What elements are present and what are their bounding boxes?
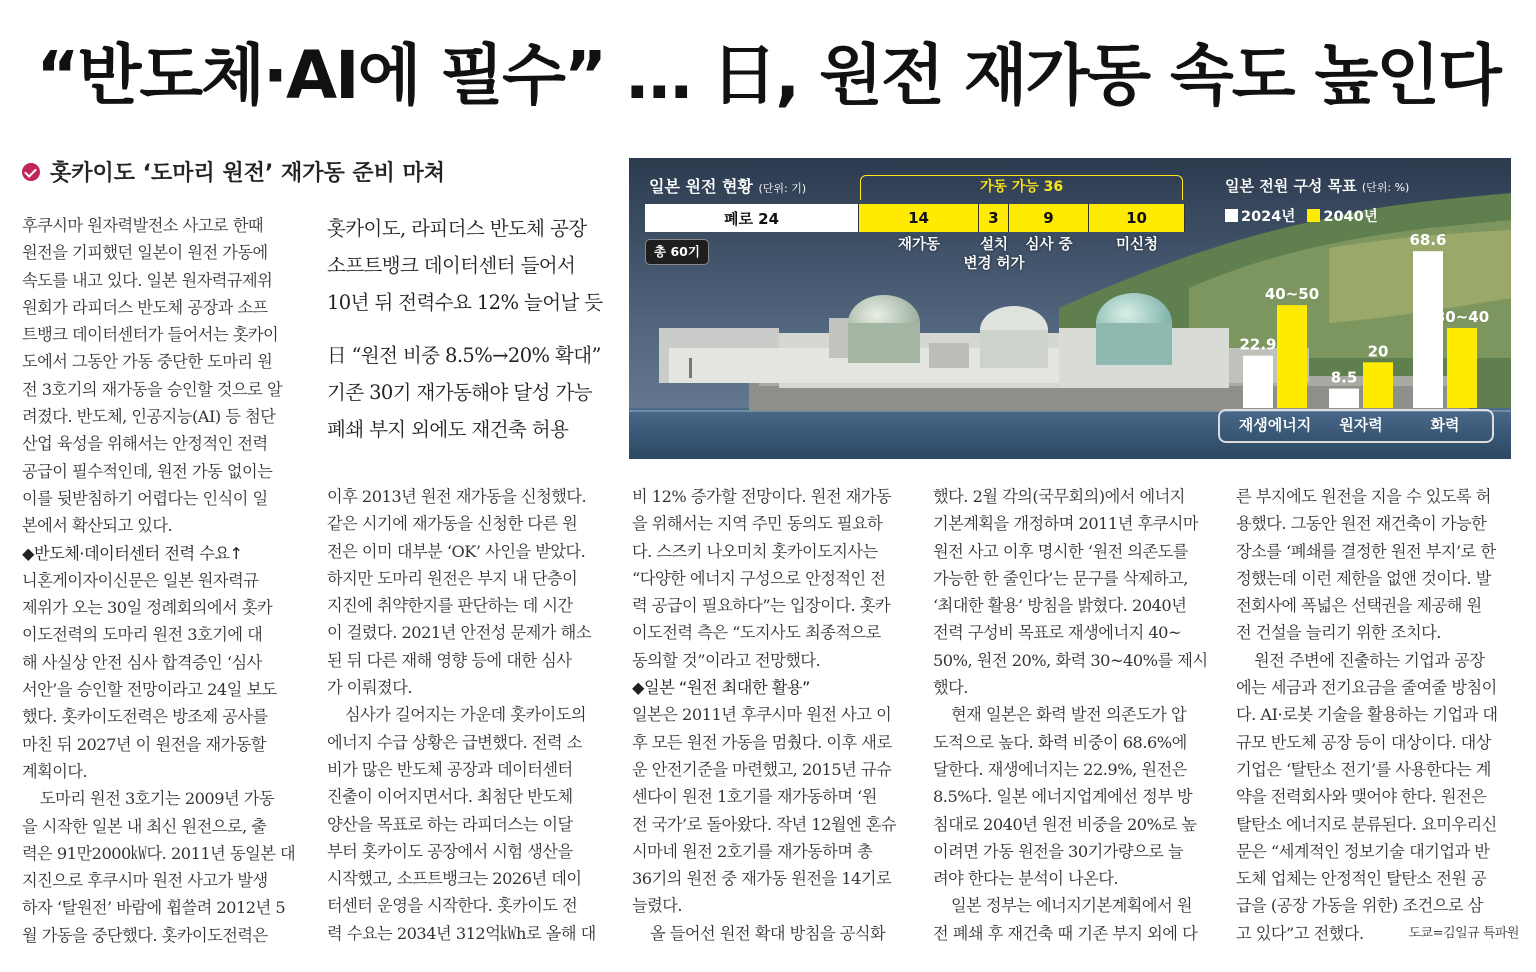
article-line: 하자 ‘탈원전’ 바람에 휩쓸려 2012년 5 — [22, 898, 286, 918]
bar-2024년-화력 — [1413, 251, 1443, 408]
article-line: 전 폐쇄 후 재건축 때 기존 부지 외에 다 — [933, 923, 1198, 943]
legend-2024: 2024년 — [1241, 209, 1296, 225]
status-bar — [645, 204, 1185, 232]
bar-2040년-재생에너지 — [1277, 305, 1307, 408]
check-icon — [22, 163, 40, 181]
article-line: 원전 사고 이후 명시한 ‘원전 의존도를 — [933, 541, 1188, 561]
article-line: 일본은 2011년 후쿠시마 원전 사고 이 — [632, 705, 892, 725]
article-column-2 — [327, 483, 610, 947]
article-line: 월 가동을 중단했다. 홋카이도전력은 — [22, 925, 268, 945]
article-line: 탈탄소 에너지로 분류된다. 요미우리신 — [1236, 814, 1497, 834]
article-line: 가 이뤄졌다. — [327, 678, 412, 698]
bar-2040년-화력 — [1447, 328, 1477, 408]
section-subtitle: ◆일본 “원전 최대한 활용” — [632, 678, 810, 698]
article-line: 올 들어선 원전 확대 방침을 공식화 — [650, 923, 886, 943]
deck-line: 기존 30기 재가동해야 달성 가능 — [327, 381, 592, 404]
bar-value-label: 40~50 — [1264, 285, 1320, 304]
article-line: 이도전력의 도마리 원전 3호기에 대 — [22, 625, 263, 645]
headline: “반도체·AI에 필수” … 日, 원전 재가동 속도 높인다 — [36, 37, 1500, 114]
byline: 도쿄=김일규 특파원 — [1408, 925, 1519, 941]
article-line: 지진에 취약한지를 판단하는 데 시간 — [327, 596, 573, 616]
article-line: 시마네 원전 2호기를 재가동하며 총 — [632, 841, 873, 861]
article-line: 급을 (공장 가동을 위한) 조건으로 삼 — [1236, 896, 1483, 916]
article-line: 전 건설을 늘리기 위한 조치다. — [1236, 623, 1441, 643]
final-sentence: 고 있다”고 전했다. — [1236, 923, 1364, 943]
status-title-text: 일본 원전 현황 — [649, 177, 753, 196]
total-badge: 총 60기 — [645, 239, 709, 265]
article-line: 제위가 오는 30일 정례회의에서 홋카 — [22, 598, 273, 618]
segment-caption-line: 미신청 — [1115, 237, 1159, 253]
article-line: 비가 많은 반도체 공장과 데이터센터 — [327, 759, 573, 779]
segment-caption-line: 변경 허가 — [963, 256, 1025, 272]
legend-2040: 2040년 — [1323, 209, 1378, 225]
deck-line: 10년 뒤 전력수요 12% 늘어날 듯 — [327, 291, 603, 314]
segment-4: 10 — [1089, 204, 1185, 232]
article-line: 36기의 원전 중 재가동 원전을 14기로 — [632, 869, 892, 889]
segment-2: 3 — [979, 204, 1009, 232]
article-line: 력 수요는 2034년 312억㎾h로 올해 대 — [327, 923, 596, 943]
subheadline — [22, 156, 622, 187]
article-line: 산업 육성을 위해서는 안정적인 전력 — [22, 434, 268, 454]
article-line: 도체 업체는 안정적인 탈탄소 전원 공 — [1236, 869, 1487, 889]
article-line: 도마리 원전 3호기는 2009년 가동 — [40, 789, 275, 809]
bar-value-label: 8.5 — [1330, 368, 1358, 387]
deck-line: 폐쇄 부지 외에도 재건축 허용 — [327, 418, 569, 441]
segment-caption-line: 재가동 — [897, 237, 941, 253]
article-line: 규모 반도체 공장 등이 대상이다. 대상 — [1236, 732, 1491, 752]
article-line: 전 국가’로 돌아왔다. 작년 12월엔 혼슈 — [632, 814, 897, 834]
article-line: 공급이 필수적인데, 원전 가동 없이는 — [22, 461, 273, 481]
article-column-1 — [22, 212, 305, 949]
article-line: 이도전력 측은 “도지사도 최종적으로 — [632, 623, 881, 643]
segment-decommissioned: 폐로 24 — [645, 204, 859, 232]
bar-value-label: 68.6 — [1409, 231, 1447, 250]
infographic — [629, 158, 1511, 459]
article-line: 려야 한다는 분석이 나온다. — [933, 869, 1119, 889]
article-line: 약을 전력회사와 맺어야 한다. 원전은 — [1236, 787, 1487, 807]
article-line: 전력 구성비 목표로 재생에너지 40~ — [933, 623, 1182, 643]
article-line: 력 공급이 필요하다”는 입장이다. 홋카 — [632, 596, 891, 616]
status-unit: (단위: 기) — [758, 182, 807, 195]
article-line: 서안’을 승인할 전망이라고 24일 보도 — [22, 680, 277, 700]
section-subtitle: ◆반도체·데이터센터 전력 수요↑ — [22, 543, 243, 563]
article-line: 려졌다. 반도체, 인공지능(AI) 등 첨단 — [22, 407, 276, 427]
bar-value-label: 30~40 — [1434, 308, 1490, 326]
bar-value-label: 20 — [1367, 342, 1389, 361]
deck-summary — [327, 210, 617, 448]
segment-caption-line: 심사 중 — [1025, 237, 1073, 253]
article-line: 센다이 원전 1호기를 재가동하며 ‘원 — [632, 787, 877, 807]
article-line: 일본 정부는 에너지기본계획에서 원 — [951, 896, 1192, 916]
article-line: 용했다. 그동안 원전 재건축이 가능한 — [1236, 514, 1487, 534]
article-line: 이 걸렸다. 2021년 안전성 문제가 해소 — [327, 623, 591, 643]
article-line: 트뱅크 데이터센터가 들어서는 홋카이 — [22, 325, 279, 345]
article-line: 지진으로 후쿠시마 원전 사고가 발생 — [22, 871, 268, 891]
article-column-3 — [632, 483, 915, 947]
article-line: ‘최대한 활용’ 방침을 밝혔다. 2040년 — [933, 596, 1187, 616]
article-line: 도에서 그동안 가동 중단한 도마리 원 — [22, 352, 273, 372]
article-line: “다양한 에너지 구성으로 안정적인 전 — [632, 568, 886, 588]
article-line: 이려면 가동 원전을 30기가량으로 늘 — [933, 841, 1184, 861]
article-line: 달한다. 재생에너지는 22.9%, 원전은 — [933, 759, 1187, 779]
article-line: 했다. 2월 각의(국무회의)에서 에너지 — [933, 487, 1185, 506]
article-line: 을 위해서는 지역 주민 동의도 필요하 — [632, 514, 883, 534]
article-line: 늘렸다. — [632, 896, 683, 916]
bar-2024년-재생에너지 — [1243, 356, 1273, 408]
article-line: 하지만 도마리 원전은 부지 내 단층이 — [327, 568, 578, 588]
segment-caption — [1087, 236, 1187, 255]
category-label: 화력 — [1430, 416, 1460, 434]
article-line: 50%, 원전 20%, 화력 30~40%를 제시 — [933, 650, 1208, 670]
article-line: 에는 세금과 전기요금을 줄여줄 방침이 — [1236, 678, 1497, 698]
article-line: 했다. — [933, 678, 968, 698]
deck-line: 홋카이도, 라피더스 반도체 공장 — [327, 217, 587, 240]
article-line: 이후 2013년 원전 재가동을 신청했다. — [327, 487, 587, 506]
article-line: 전은 이미 대부분 ‘OK’ 사인을 받았다. — [327, 541, 586, 561]
bar-value-label: 22.9 — [1239, 335, 1277, 354]
deck-line: 소프트뱅크 데이터센터 들어서 — [327, 254, 576, 277]
mix-title — [1225, 175, 1409, 196]
article-line: 비 12% 증가할 전망이다. 원전 재가동 — [632, 487, 892, 506]
article-line: 했다. 홋카이도전력은 방조제 공사를 — [22, 707, 268, 727]
article-line: 후 모든 원전 가동을 멈췄다. 이후 새로 — [632, 732, 892, 752]
article-line: 이를 뒷받침하기 어렵다는 인식이 일 — [22, 488, 268, 508]
article-line: 니혼게이자이신문은 일본 원자력규 — [22, 570, 259, 590]
article-line: 에너지 수급 상황은 급변했다. 전력 소 — [327, 732, 582, 752]
article-line: 심사가 길어지는 가운데 홋카이도의 — [345, 705, 586, 725]
article-line: 른 부지에도 원전을 지을 수 있도록 허 — [1236, 487, 1491, 506]
category-label: 재생에너지 — [1238, 416, 1312, 434]
article-line: 계획이다. — [22, 761, 88, 781]
article-line: 원전을 기피했던 일본이 원전 가동에 — [22, 243, 268, 263]
segment-caption — [999, 236, 1099, 255]
article-line: 속도를 내고 있다. 일본 원자력규제위 — [22, 270, 273, 290]
article-line: 부터 홋카이도 공장에서 시험 생산을 — [327, 841, 573, 861]
article-column-5 — [1236, 483, 1519, 947]
mix-title-text: 일본 전원 구성 목표 — [1225, 177, 1357, 195]
article-line: 다. AI·로봇 기술을 활용하는 기업과 대 — [1236, 705, 1498, 725]
subheadline-text: 홋카이도 ‘도마리 원전’ 재가동 준비 마쳐 — [50, 161, 446, 186]
article-line: 문은 “세계적인 정보기술 대기업과 반 — [1236, 841, 1490, 861]
article-line: 력은 91만2000㎾다. 2011년 동일본 대 — [22, 843, 296, 863]
bar-2040년-원자력 — [1363, 362, 1393, 408]
mix-unit: (단위: %) — [1361, 181, 1410, 194]
article-line: 가능한 한 줄인다’는 문구를 삭제하고, — [933, 568, 1188, 588]
article-line: 해 사실상 안전 심사 합격증인 ‘심사 — [22, 652, 262, 672]
segment-caption-line: 설치 — [979, 237, 1008, 253]
bar-2024년-원자력 — [1329, 389, 1359, 408]
article-line: 을 시작한 일본 내 최신 원전으로, 출 — [22, 816, 267, 836]
article-line: 원회가 라피더스 반도체 공장과 소프 — [22, 297, 268, 317]
article-line: 전회사에 폭넓은 선택권을 제공해 원 — [1236, 596, 1482, 616]
article-line: 도적으로 높다. 화력 비중이 68.6%에 — [933, 732, 1187, 752]
article-line: 진출이 이어지면서다. 최첨단 반도체 — [327, 787, 573, 807]
segment-1: 14 — [859, 204, 979, 232]
article-column-4 — [933, 483, 1216, 947]
segment-3: 9 — [1009, 204, 1089, 232]
article-line: 양산을 목표로 하는 라피더스는 이달 — [327, 814, 573, 834]
article-line: 정했는데 이런 제한을 없앤 것이다. 발 — [1236, 568, 1491, 588]
article-line: 기업은 ‘탈탄소 전기’를 사용한다는 계 — [1236, 759, 1491, 779]
article-line: 원전 주변에 진출하는 기업과 공장 — [1254, 650, 1485, 670]
category-label: 원자력 — [1339, 416, 1383, 434]
status-title — [649, 174, 806, 197]
article-line: 기본계획을 개정하며 2011년 후쿠시마 — [933, 514, 1199, 534]
operable-bracket: 가동 가능 36 — [860, 175, 1183, 200]
article-line: 현재 일본은 화력 발전 의존도가 압 — [951, 705, 1187, 725]
last-line — [1236, 920, 1519, 947]
article-line: 다. 스즈키 나오미치 홋카이도지사는 — [632, 541, 878, 561]
article-line: 시작했고, 소프트뱅크는 2026년 데이 — [327, 869, 582, 889]
article-line: 본에서 확산되고 있다. — [22, 516, 173, 536]
article-line: 마친 뒤 2027년 이 원전을 재가동할 — [22, 734, 267, 754]
article-line: 터센터 운영을 시작한다. 홋카이도 전 — [327, 896, 578, 916]
article-line: 후쿠시마 원자력발전소 사고로 한때 — [22, 216, 263, 235]
article-line: 장소를 ‘폐쇄를 결정한 원전 부지’로 한 — [1236, 541, 1496, 561]
article-line: 침대로 2040년 원전 비중을 20%로 높 — [933, 814, 1197, 834]
article-line: 같은 시기에 재가동을 신청한 다른 원 — [327, 514, 578, 534]
article-line: 전 3호기의 재가동을 승인할 것으로 알 — [22, 379, 283, 399]
article-line: 동의할 것”이라고 전망했다. — [632, 650, 821, 670]
article-line: 8.5%다. 일본 에너지업계에선 정부 방 — [933, 787, 1193, 807]
article-line: 운 안전기준을 마련했고, 2015년 규슈 — [632, 759, 892, 779]
article-line: 된 뒤 다른 재해 영향 등에 대한 심사 — [327, 650, 572, 670]
deck-line: 日 “원전 비중 8.5%→20% 확대” — [327, 344, 601, 367]
